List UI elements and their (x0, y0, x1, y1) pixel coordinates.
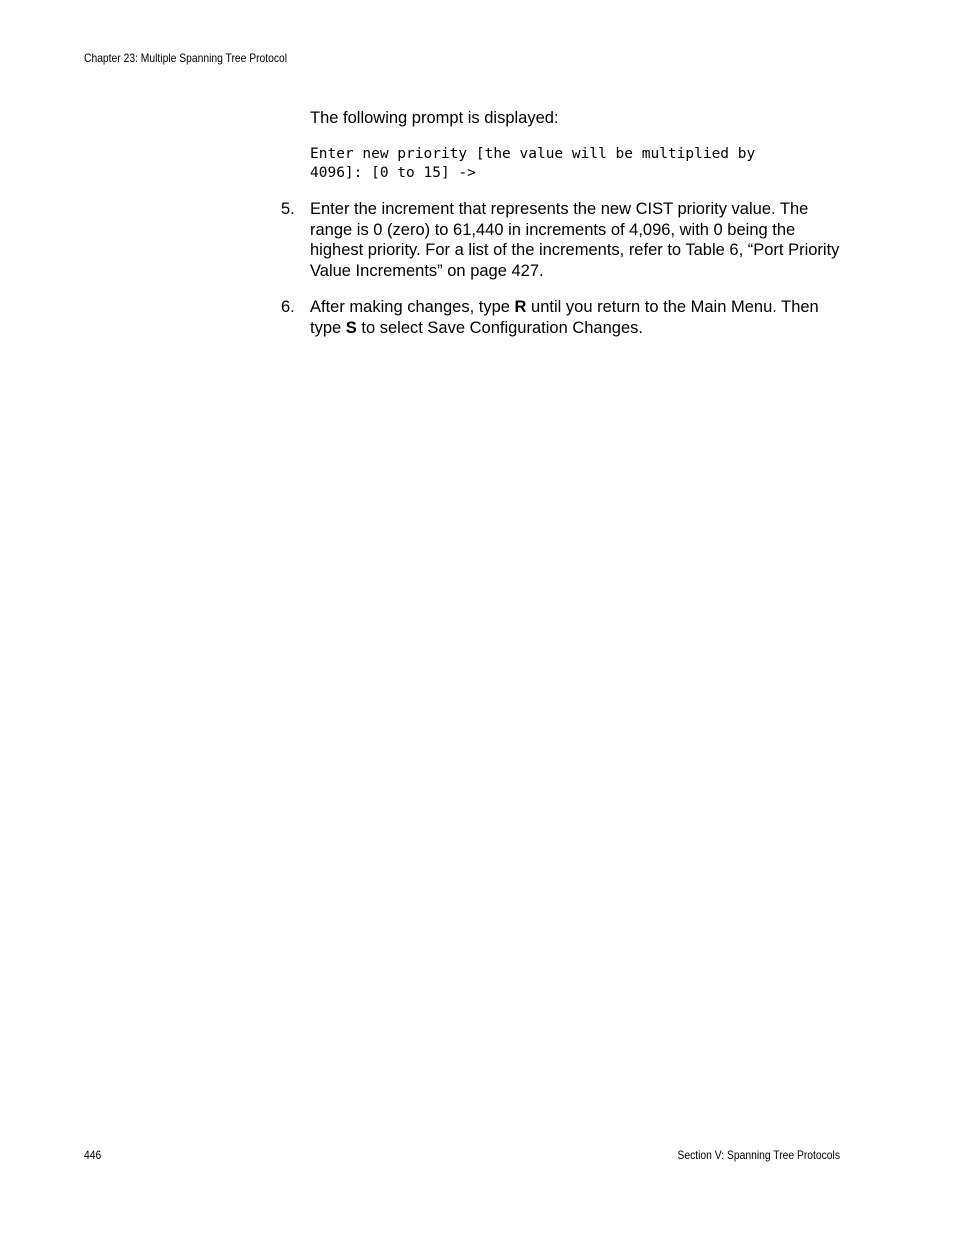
step-text-part: After making changes, type (310, 298, 515, 316)
step-text-part: until you return to the Main Menu. Then type (310, 298, 819, 337)
step-text (310, 297, 846, 338)
intro-text: The following prompt is displayed: (310, 109, 559, 127)
save-key: S (345, 318, 357, 337)
running-head: Chapter 23: Multiple Spanning Tree Protocol (84, 51, 288, 65)
return-key: R (514, 298, 527, 316)
page-number: 446 (84, 1148, 102, 1162)
step-text: Enter the increment that represents the new CIST priority value. The range is 0 (zero) to 61,440 in increments of 4,096, with 0 being the highest priority. For a list of the increments, refer to Table 6, “Port Priority Value Increments” on page 427. (310, 200, 840, 280)
step-number: 6. (281, 298, 295, 316)
code-prompt: Enter new priority [the value will be multiplied by 4096]: [0 to 15] -> (310, 146, 756, 181)
step-number: 5. (281, 200, 295, 218)
section-title: Section V: Spanning Tree Protocols (677, 1148, 840, 1162)
step-text-part: to select Save Configuration Changes. (356, 318, 643, 337)
